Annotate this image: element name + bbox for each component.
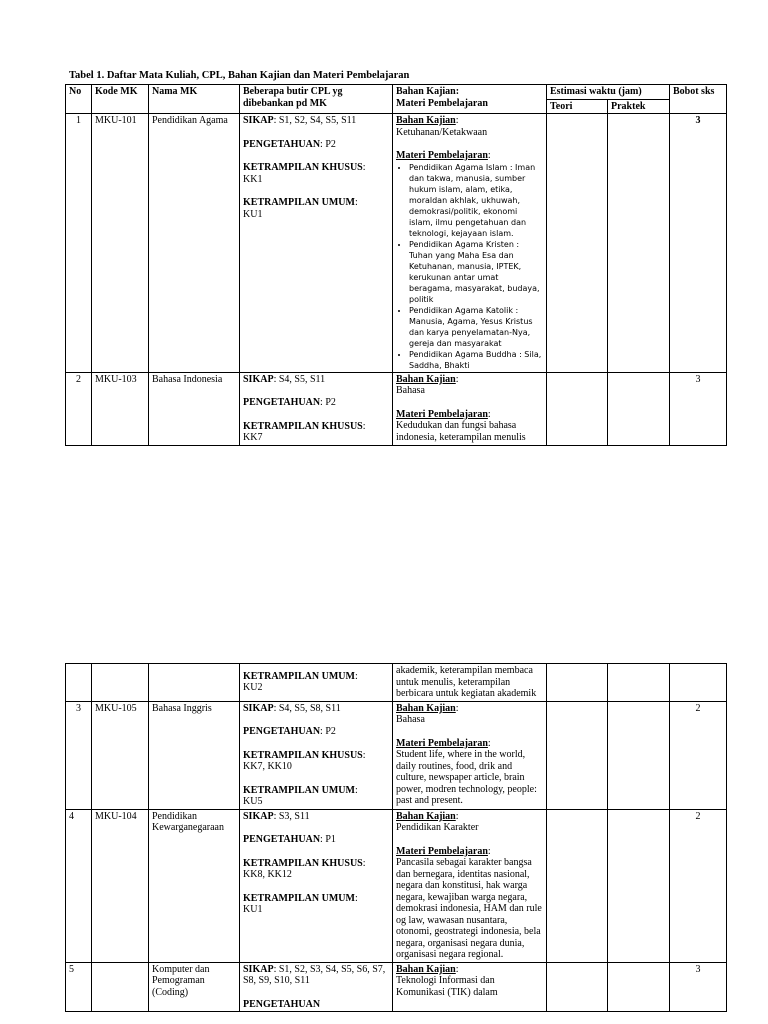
materi-colon: : xyxy=(487,408,491,420)
row-bobot: 3 xyxy=(670,372,727,445)
pengetahuan-value: : P2 xyxy=(320,138,336,150)
table-caption: Tabel 1. Daftar Mata Kuliah, CPL, Bahan Kajian dan Materi Pembelajaran xyxy=(69,70,410,81)
sikap-value: : S4, S5, S8, S11 xyxy=(273,702,341,714)
kk-label: KETRAMPILAN KHUSUS xyxy=(243,749,363,761)
row-cpl xyxy=(240,664,393,702)
bahan-value: Pendidikan Karakter xyxy=(396,822,479,833)
table-row xyxy=(66,962,727,1012)
bahan-value: Bahasa xyxy=(396,714,425,725)
row-bahan-materi xyxy=(393,962,547,1012)
kk-value: KK1 xyxy=(243,173,263,185)
row-kode: MKU-101 xyxy=(92,114,149,373)
row-praktek xyxy=(608,962,670,1012)
table-row xyxy=(66,664,727,702)
materi-colon: : xyxy=(487,845,491,857)
bahan-value: Bahasa xyxy=(396,385,425,396)
bahan-label: Bahan Kajian xyxy=(396,373,456,385)
materi-value: Pancasila sebagai karakter bangsa dan bernegara, identitas nasional, negara dan konstitusi, hak warga negara, kewajiban warga negara, demokrasi indonesia, HAM dan rule og law, wawasan nusantara, otonomi, geostrategi indonesia, bela negara, organisasi negara dunia, organisasi negara regional. xyxy=(396,857,542,960)
materi-label: Materi Pembelajaran xyxy=(396,845,488,857)
materi-colon: : xyxy=(487,737,491,749)
row-cpl xyxy=(240,962,393,1012)
kk-value: KK7, KK10 xyxy=(243,761,292,772)
row-bobot: 3 xyxy=(670,962,727,1012)
row-bahan-materi xyxy=(393,809,547,962)
header-bahan: Bahan Kajian: xyxy=(396,86,460,97)
sikap-value: : S3, S11 xyxy=(273,810,310,822)
bahan-value: Teknologi Informasi dan Komunikasi (TIK) dalam xyxy=(396,975,498,998)
bahan-colon: : xyxy=(455,702,459,714)
pengetahuan-value: : P2 xyxy=(320,397,336,408)
pengetahuan-value: : P1 xyxy=(320,834,336,845)
bahan-label: Bahan Kajian xyxy=(396,810,456,822)
row-cpl xyxy=(240,809,393,962)
row-nama: Bahasa Inggris xyxy=(149,701,240,809)
kk-colon: : xyxy=(362,749,366,761)
header-teori: Teori xyxy=(547,99,608,114)
list-item: • Pendidikan Agama Buddha : Sila, Saddha, Bhakti xyxy=(409,349,543,371)
header-bobot: Bobot sks xyxy=(670,85,727,114)
row-kode xyxy=(92,962,149,1012)
bahan-colon: : xyxy=(455,373,459,385)
ku-label: KETRAMPILAN UMUM xyxy=(243,784,355,796)
pengetahuan-label: PENGETAHUAN xyxy=(243,138,321,150)
row-nama: Bahasa Indonesia xyxy=(149,372,240,445)
kk-value: KK7 xyxy=(243,432,263,443)
ku-value: KU1 xyxy=(243,904,263,915)
sikap-label: SIKAP xyxy=(243,810,274,822)
bahan-colon: : xyxy=(455,115,459,126)
bahan-label: Bahan Kajian xyxy=(396,963,456,975)
row-praktek xyxy=(608,114,670,373)
header-row xyxy=(66,85,727,100)
kk-label: KETRAMPILAN KHUSUS xyxy=(243,162,363,173)
table-row xyxy=(66,372,727,445)
ku-value: KU2 xyxy=(243,682,263,694)
sikap-label: SIKAP xyxy=(243,115,274,126)
ku-label: KETRAMPILAN UMUM xyxy=(243,892,355,904)
row-teori xyxy=(547,809,608,962)
row-bobot: 3 xyxy=(670,114,727,373)
bahan-colon: : xyxy=(455,810,459,822)
materi-value: akademik, keterampilan membaca untuk menulis, keterampilan berbicara untuk kegiatan akademik xyxy=(396,665,537,699)
sikap-label: SIKAP xyxy=(243,963,274,975)
row-nama xyxy=(149,664,240,702)
list-item: • Pendidikan Agama Kristen : Tuhan yang Maha Esa dan Ketuhanan, manusia, IPTEK, kerukunan antar umat beragama, masyarakat, budaya, politik xyxy=(409,239,543,305)
row-praktek xyxy=(608,809,670,962)
pengetahuan-label: PENGETAHUAN xyxy=(243,397,321,408)
kk-colon: : xyxy=(362,162,366,173)
row-teori xyxy=(547,114,608,373)
ku-label: KETRAMPILAN UMUM xyxy=(243,670,355,682)
row-no: 2 xyxy=(66,372,92,445)
ku-colon: : xyxy=(354,892,358,904)
row-bahan-materi xyxy=(393,664,547,702)
header-nama: Nama MK xyxy=(149,85,240,114)
row-teori xyxy=(547,962,608,1012)
row-teori xyxy=(547,701,608,809)
materi-label: Materi Pembelajaran xyxy=(396,408,488,420)
row-no: 4 xyxy=(66,809,92,962)
row-bahan-materi xyxy=(393,372,547,445)
row-nama: Pendidikan Kewarganegaraan xyxy=(149,809,240,962)
row-no: 3 xyxy=(66,701,92,809)
sikap-value: : S1, S2, S4, S5, S11 xyxy=(273,115,357,126)
bahan-value: Ketuhanan/Ketakwaan xyxy=(396,126,488,138)
bahan-colon: : xyxy=(455,963,459,975)
list-item: • Pendidikan Agama Islam : Iman dan takwa, manusia, sumber hukum islam, alam, etika, moraldan akhlak, ukhuwah, demokrasi/politik, ekonomi islam, ilmu pengetahuan dan teknologi, kejayaan islam. xyxy=(409,162,543,239)
row-bahan-materi xyxy=(393,701,547,809)
row-nama: Komputer dan Pemograman (Coding) xyxy=(149,962,240,1012)
kk-colon: : xyxy=(362,857,366,869)
row-kode: MKU-105 xyxy=(92,701,149,809)
list-item: • Pendidikan Agama Katolik : Manusia, Agama, Yesus Kristus dan karya penyelamatan-Nya, gereja dan masyarakat xyxy=(409,305,543,349)
page-gap xyxy=(0,600,768,660)
materi-label: Materi Pembelajaran xyxy=(396,150,488,161)
row-no: 5 xyxy=(66,962,92,1012)
materi-list xyxy=(396,162,543,371)
row-praktek xyxy=(608,664,670,702)
materi-value: Kedudukan dan fungsi bahasa indonesia, keterampilan menulis xyxy=(396,420,526,443)
materi-colon: : xyxy=(487,150,491,161)
table-row xyxy=(66,809,727,962)
pengetahuan-label: PENGETAHUAN xyxy=(243,726,321,737)
materi-label: Materi Pembelajaran xyxy=(396,737,488,749)
header-materi: Materi Pembelajaran xyxy=(396,97,488,109)
materi-value: Student life, where in the world, daily routines, food, drik and culture, newspaper article, brain power, modren technology, people: past and present. xyxy=(396,749,537,806)
row-bobot: 2 xyxy=(670,701,727,809)
ku-label: KETRAMPILAN UMUM xyxy=(243,197,355,208)
pengetahuan-label: PENGETAHUAN xyxy=(243,834,321,845)
bahan-label: Bahan Kajian xyxy=(396,702,456,714)
kk-colon: : xyxy=(362,420,366,432)
row-kode xyxy=(92,664,149,702)
kk-label: KETRAMPILAN KHUSUS xyxy=(243,857,363,869)
kk-label: KETRAMPILAN KHUSUS xyxy=(243,420,363,432)
header-estimasi: Estimasi waktu (jam) xyxy=(547,85,670,100)
ku-value: KU1 xyxy=(243,208,263,220)
ku-colon: : xyxy=(354,197,358,208)
row-teori xyxy=(547,664,608,702)
ku-colon: : xyxy=(354,784,358,796)
row-kode: MKU-104 xyxy=(92,809,149,962)
table-row xyxy=(66,114,727,373)
pengetahuan-label: PENGETAHUAN xyxy=(243,998,321,1010)
row-no xyxy=(66,664,92,702)
page-2 xyxy=(0,660,768,1024)
row-bahan-materi xyxy=(393,114,547,373)
row-cpl xyxy=(240,114,393,373)
row-nama: Pendidikan Agama xyxy=(149,114,240,373)
pengetahuan-value: : P2 xyxy=(320,726,336,737)
row-no: 1 xyxy=(66,114,92,373)
sikap-label: SIKAP xyxy=(243,702,274,714)
row-kode: MKU-103 xyxy=(92,372,149,445)
row-teori xyxy=(547,372,608,445)
table-row xyxy=(66,701,727,809)
ku-value: KU5 xyxy=(243,796,263,807)
row-praktek xyxy=(608,701,670,809)
row-bobot: 2 xyxy=(670,809,727,962)
header-kode: Kode MK xyxy=(92,85,149,114)
header-no: No xyxy=(66,85,92,114)
row-bobot xyxy=(670,664,727,702)
kk-value: KK8, KK12 xyxy=(243,869,292,880)
sikap-label: SIKAP xyxy=(243,373,274,385)
course-table-continued xyxy=(65,663,727,1012)
course-table xyxy=(65,84,727,446)
header-bahan-materi xyxy=(393,85,547,114)
sikap-value: : S4, S5, S11 xyxy=(273,373,326,385)
bahan-label: Bahan Kajian xyxy=(396,115,456,126)
sikap-value: : S1, S2, S3, S4, S5, S6, S7, S8, S9, S10, S11 xyxy=(243,963,386,986)
row-praktek xyxy=(608,372,670,445)
row-cpl xyxy=(240,372,393,445)
header-cpl: Beberapa butir CPL yg dibebankan pd MK xyxy=(240,85,393,114)
ku-colon: : xyxy=(354,670,358,682)
header-praktek: Praktek xyxy=(608,99,670,114)
row-cpl xyxy=(240,701,393,809)
